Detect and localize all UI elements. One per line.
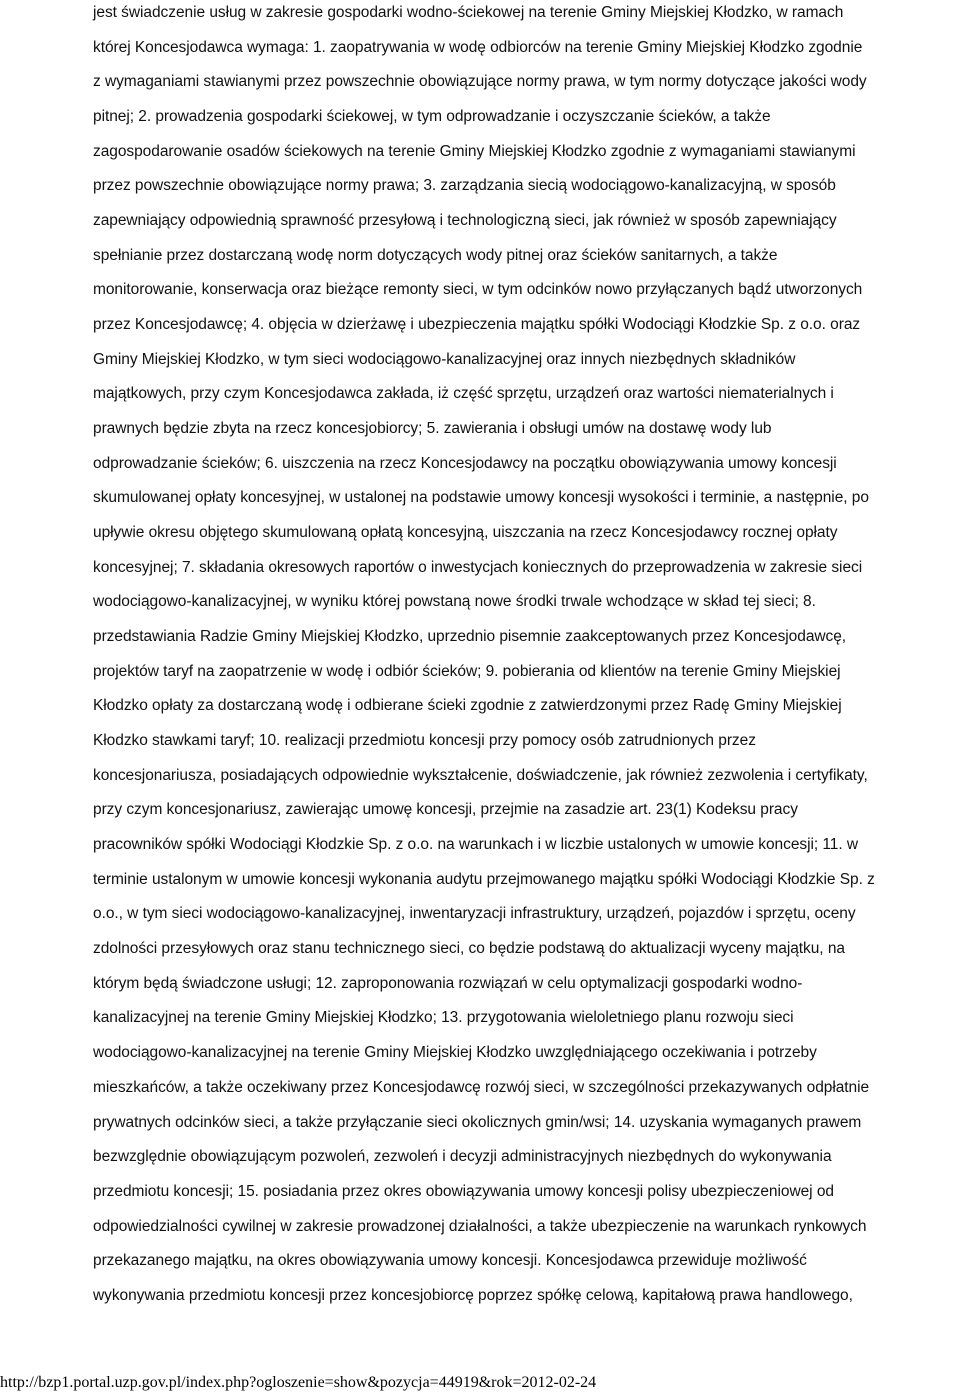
text-line: pitnej; 2. prowadzenia gospodarki ściekowej, w tym odprowadzanie i oczyszczanie ścieków, a także — [93, 108, 771, 126]
text-line: o.o., w tym sieci wodociągowo-kanalizacyjnej, inwentaryzacji infrastruktury, urządzeń, pojazdów i sprzętu, oceny — [93, 905, 856, 923]
text-line: z wymaganiami stawianymi przez powszechnie obowiązujące normy prawa, w tym normy dotyczące jakości wody — [93, 73, 867, 91]
footer-url: http://bzp1.portal.uzp.gov.pl/index.php?ogloszenie=show&pozycja=44919&rok=2012-02-24 — [0, 1374, 597, 1391]
text-line: koncesjonariusza, posiadających odpowiednie wykształcenie, doświadczenie, jak również zezwolenia i certyfikaty, — [93, 766, 868, 784]
text-line: Kłodzko stawkami taryf; 10. realizacji przedmiotu koncesji przy pomocy osób zatrudnionych przez — [93, 732, 756, 750]
text-line: której Koncesjodawca wymaga: 1. zaopatrywania w wodę odbiorców na terenie Gminy Miejskiej Kłodzko zgodnie — [93, 38, 863, 56]
text-line: skumulowanej opłaty koncesyjnej, w ustalonej na podstawie umowy koncesji wysokości i terminie, a następnie, po — [93, 489, 869, 507]
text-line: pracowników spółki Wodociągi Kłodzkie Sp. z o.o. na warunkach i w liczbie ustalonych w umowie koncesji; 11. w — [93, 836, 859, 854]
text-line: mieszkańców, a także oczekiwany przez Koncesjodawcę rozwój sieci, w szczególności przekazywanych odpłatnie — [93, 1078, 870, 1096]
text-line: odprowadzanie ścieków; 6. uiszczenia na rzecz Koncesjodawcy na początku obowiązywania umowy koncesji — [93, 454, 837, 472]
text-line: wodociągowo-kanalizacyjnej na terenie Gminy Miejskiej Kłodzko uwzględniającego oczekiwania i potrzeby — [93, 1044, 817, 1062]
text-line: monitorowanie, konserwacja oraz bieżące remonty sieci, w tym odcinków nowo przyłączanych bądź utworzonych — [93, 281, 863, 299]
text-line: zapewniający odpowiednią sprawność przesyłową i technologiczną sieci, jak również w sposób zapewniający — [93, 212, 837, 230]
text-line: wykonywania przedmiotu koncesji przez koncesjobiorcę poprzez spółkę celową, kapitałową prawa handlowego, — [93, 1286, 853, 1304]
text-line: bezwzględnie obowiązującym pozwoleń, zezwoleń i decyzji administracyjnych niezbędnych do wykonywania — [93, 1148, 832, 1166]
text-line: zdolności przesyłowych oraz stanu technicznego sieci, co będzie podstawą do aktualizacji wyceny majątku, na — [93, 940, 845, 958]
text-line: przedstawiania Radzie Gminy Miejskiej Kłodzko, uprzednio pisemnie zaakceptowanych przez Koncesjodawcę, — [93, 628, 847, 646]
text-line: kanalizacyjnej na terenie Gminy Miejskiej Kłodzko; 13. przygotowania wieloletniego planu rozwoju sieci — [93, 1009, 794, 1027]
text-line: prywatnych odcinków sieci, a także przyłączanie sieci okolicznych gmin/wsi; 14. uzyskania wymaganych prawem — [93, 1113, 862, 1131]
text-line: Kłodzko opłaty za dostarczaną wodę i odbierane ścieki zgodnie z zatwierdzonymi przez Radę Gminy Miejskiej — [93, 697, 842, 715]
text-line: projektów taryf na zaopatrzenie w wodę i odbiór ścieków; 9. pobierania od klientów na terenie Gminy Miejskiej — [93, 662, 841, 680]
text-line: spełnianie przez dostarczaną wodę norm dotyczących wody pitnej oraz ścieków sanitarnych, a także — [93, 246, 778, 264]
text-line: terminie ustalonym w umowie koncesji wykonania audytu przejmowanego majątku spółki Wodociągi Kłodzkie Sp. z — [93, 870, 875, 888]
text-line: zagospodarowanie osadów ściekowych na terenie Gminy Miejskiej Kłodzko zgodnie z wymaganiami stawianymi — [93, 142, 856, 160]
text-line: przy czym koncesjonariusz, zawierając umowę koncesji, przejmie na zasadzie art. 23(1) Kodeksu pracy — [93, 801, 798, 819]
text-line: prawnych będzie zbyta na rzecz koncesjobiorcy; 5. zawierania i obsługi umów na dostawę wody lub — [93, 420, 772, 438]
body-text — [93, 0, 959, 1314]
text-line: majątkowych, przy czym Koncesjodawca zakłada, iż część sprzętu, urządzeń oraz wartości niematerialnych i — [93, 385, 834, 403]
text-line: koncesyjnej; 7. składania okresowych raportów o inwestycjach koniecznych do przeprowadzenia w zakresie sieci — [93, 558, 863, 576]
text-line: przez Koncesjodawcę; 4. objęcia w dzierżawę i ubezpieczenia majątku spółki Wodociągi Kłodzkie Sp. z o.o. oraz — [93, 316, 861, 334]
text-line: przekazanego majątku, na okres obowiązywania umowy koncesji. Koncesjodawca przewiduje możliwość — [93, 1252, 807, 1270]
text-line: którym będą świadczone usługi; 12. zaproponowania rozwiązań w celu optymalizacji gospodarki wodno- — [93, 974, 803, 992]
text-line: odpowiedzialności cywilnej w zakresie prowadzonej działalności, a także ubezpieczenie na warunkach rynkowych — [93, 1217, 867, 1235]
text-line: przez powszechnie obowiązujące normy prawa; 3. zarządzania siecią wodociągowo-kanalizacyjną, w sposób — [93, 177, 836, 195]
text-line: upływie okresu objętego skumulowaną opłatą koncesyjną, uiszczania na rzecz Koncesjodawcy rocznej opłaty — [93, 524, 838, 542]
text-line: przedmiotu koncesji; 15. posiadania przez okres obowiązywania umowy koncesji polisy ubezpieczeniowej od — [93, 1182, 834, 1200]
text-line: Gminy Miejskiej Kłodzko, w tym sieci wodociągowo-kanalizacyjnej oraz innych niezbędnych składników — [93, 350, 796, 368]
text-line: wodociągowo-kanalizacyjnej, w wyniku której powstaną nowe środki trwale wchodzące w skład tej sieci; 8. — [93, 593, 816, 611]
text-line: jest świadczenie usług w zakresie gospodarki wodno-ściekowej na terenie Gminy Miejskiej Kłodzko, w ramach — [93, 4, 844, 21]
